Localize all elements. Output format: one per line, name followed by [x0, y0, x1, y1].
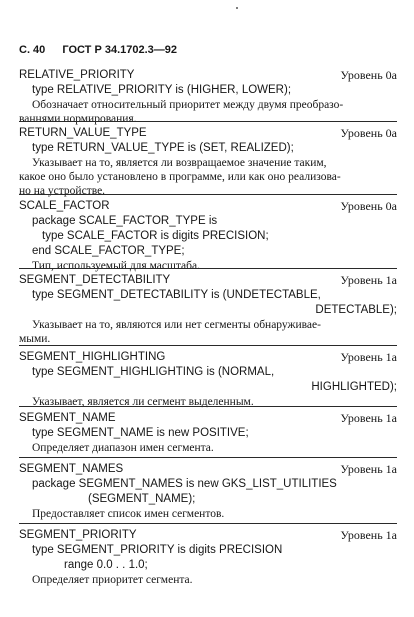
entry-level: Уровень 1a — [340, 462, 397, 476]
code-line: type SEGMENT_PRIORITY is digits PRECISION — [32, 544, 283, 556]
entry-level: Уровень 1a — [340, 411, 397, 425]
description-line: Обозначает относительный приоритет между двумя преобразо- — [32, 99, 344, 111]
entry-level: Уровень 1a — [340, 350, 397, 364]
description-line: Определяет диапазон имен сегмента. — [32, 442, 214, 454]
description-line: но на устройстве. — [19, 185, 106, 197]
code-line: type SEGMENT_HIGHLIGHTING is (NORMAL, — [32, 366, 275, 378]
code-line: end SCALE_FACTOR_TYPE; — [32, 245, 185, 257]
specks — [236, 7, 238, 9]
description-line: какое оно было установлено в программе, или как оно реализова- — [19, 171, 341, 183]
code-line: type SEGMENT_DETECTABILITY is (UNDETECTABLE, — [32, 289, 321, 301]
separator-rule — [19, 345, 397, 346]
entry-name: SEGMENT_NAMES — [19, 463, 124, 475]
separator-rule — [19, 121, 397, 122]
entry-segment-names — [19, 462, 397, 521]
entry-name: SEGMENT_HIGHLIGHTING — [19, 351, 166, 363]
entry-title-row — [19, 528, 397, 543]
code-line: (SEGMENT_NAME); — [88, 493, 196, 505]
entry-segment-detectability — [19, 273, 397, 346]
entry-name: RELATIVE_PRIORITY — [19, 69, 135, 81]
code-line: package SEGMENT_NAMES is new GKS_LIST_UTILITIES — [32, 478, 337, 490]
entry-scale-factor — [19, 199, 397, 273]
entry-level: Уровень 1a — [340, 273, 397, 287]
entry-name: SEGMENT_DETECTABILITY — [19, 274, 171, 286]
entry-title-row — [19, 199, 397, 214]
description-line: Предоставляет список имен сегментов. — [32, 508, 225, 520]
entry-segment-priority — [19, 528, 397, 587]
standard-code: ГОСТ Р 34.1702.3—92 — [62, 44, 178, 56]
description-line: Тип, используемый для масштаба. — [32, 260, 200, 272]
entry-return-value-type — [19, 126, 397, 198]
separator-rule — [19, 523, 397, 524]
description-line: ваннями нормирования. — [19, 113, 137, 125]
entry-level: Уровень 0a — [340, 68, 397, 82]
description-line: Указывает на то, являются или нет сегменты обнаруживае- — [32, 319, 321, 331]
entry-level: Уровень 0a — [340, 126, 397, 140]
code-line: type RELATIVE_PRIORITY is (HIGHER, LOWER); — [32, 84, 292, 96]
code-line: DETECTABLE); — [315, 304, 397, 316]
entry-name: SEGMENT_PRIORITY — [19, 529, 137, 541]
entry-level: Уровень 0a — [340, 199, 397, 213]
separator-rule — [19, 268, 397, 269]
entry-name: SCALE_FACTOR — [19, 200, 110, 212]
separator-rule — [19, 406, 397, 407]
entry-title-row — [19, 462, 397, 477]
separator-rule — [19, 457, 397, 458]
description-line: Определяет приоритет сегмента. — [32, 574, 193, 586]
entry-segment-highlighting — [19, 350, 397, 409]
code-line: package SCALE_FACTOR_TYPE is — [32, 215, 218, 227]
description-line: Указывает, является ли сегмент выделенным. — [32, 396, 254, 408]
code-line: type RETURN_VALUE_TYPE is (SET, REALIZED); — [32, 142, 294, 154]
code-line: range 0.0 . . 1.0; — [64, 559, 148, 571]
entry-name: SEGMENT_NAME — [19, 412, 116, 424]
code-line: type SCALE_FACTOR is digits PRECISION; — [42, 230, 269, 242]
description-line: мыми. — [19, 333, 51, 345]
entry-title-row — [19, 68, 397, 83]
page-header — [19, 44, 177, 56]
code-line: HIGHLIGHTED); — [311, 381, 397, 393]
entry-title-row — [19, 126, 397, 141]
separator-rule — [19, 194, 397, 195]
entry-title-row — [19, 350, 397, 365]
entry-level: Уровень 1a — [340, 528, 397, 542]
entry-name: RETURN_VALUE_TYPE — [19, 127, 147, 139]
entry-title-row — [19, 411, 397, 426]
page-number: С. 40 — [19, 44, 46, 56]
entry-title-row — [19, 273, 397, 288]
entry-relative-priority — [19, 68, 397, 126]
code-line: type SEGMENT_NAME is new POSITIVE; — [32, 427, 249, 439]
description-line: Указывает на то, является ли возвращаемое значение таким, — [32, 157, 327, 169]
entry-segment-name — [19, 411, 397, 455]
